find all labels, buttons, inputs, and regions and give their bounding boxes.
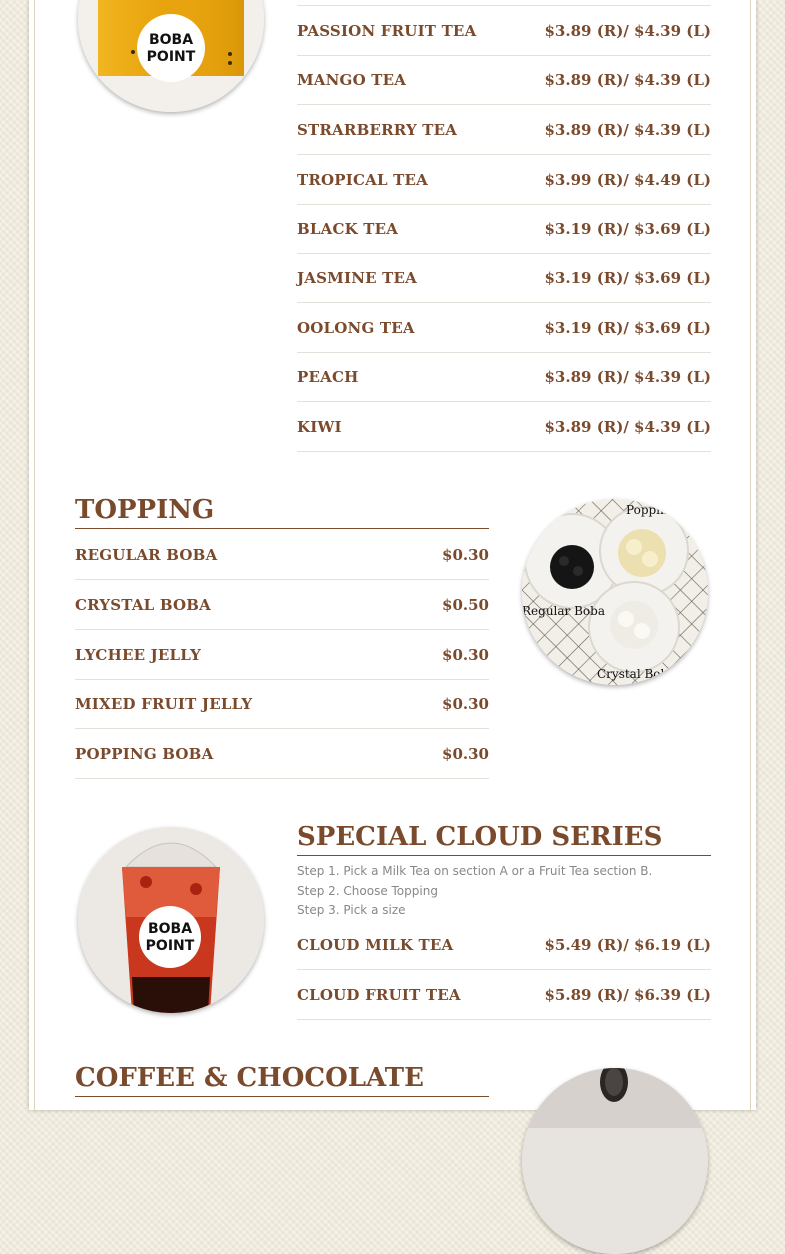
menu-item-price: $3.19 (R)/ $3.69 (L)	[544, 318, 711, 337]
menu-item-name: TROPICAL TEA	[297, 170, 428, 189]
menu-item-name: KIWI	[297, 417, 342, 436]
photo-label: Poppin	[626, 503, 668, 517]
menu-item-name: JASMINE TEA	[297, 268, 417, 287]
menu-item-price: $0.30	[442, 744, 489, 763]
menu-item-price: $0.50	[442, 595, 489, 614]
menu-item-price: $0.30	[442, 645, 489, 664]
step-text: Step 3. Pick a size	[297, 903, 406, 917]
menu-item-name: PASSION FRUIT TEA	[297, 21, 477, 40]
menu-item-name: PEACH	[297, 367, 359, 386]
menu-item-name: CRYSTAL BOBA	[75, 595, 211, 614]
menu-item-price: $3.19 (R)/ $3.69 (L)	[544, 268, 711, 287]
menu-item	[75, 679, 489, 729]
menu-item-price: $3.89 (R)/ $4.39 (L)	[544, 417, 711, 436]
step-text: Step 1. Pick a Milk Tea on section A or a Fruit Tea section B.	[297, 864, 653, 878]
cloud-steps	[297, 862, 652, 921]
topping-photo	[522, 499, 708, 685]
menu-item	[297, 970, 711, 1020]
menu-item-price: $3.19 (R)/ $3.69 (L)	[544, 219, 711, 238]
menu-item-name: LYCHEE JELLY	[75, 645, 202, 664]
menu-item	[297, 352, 711, 402]
menu-item	[297, 105, 711, 155]
menu-item	[297, 402, 711, 452]
brand-logo-text: BOBA	[148, 32, 194, 48]
section-title-coffee: COFFEE & CHOCOLATE	[75, 1062, 489, 1097]
menu-item-name: MIXED FRUIT JELLY	[75, 694, 253, 713]
menu-item	[75, 530, 489, 580]
menu-item	[297, 204, 711, 254]
photo-label: Crystal Bob	[597, 667, 669, 681]
menu-item-name: POPPING BOBA	[75, 744, 214, 763]
menu-item-name: CLOUD MILK TEA	[297, 935, 454, 954]
menu-item-price: $5.49 (R)/ $6.19 (L)	[544, 935, 711, 954]
menu-item-price: $0.30	[442, 694, 489, 713]
menu-item-price: $3.89 (R)/ $4.39 (L)	[544, 367, 711, 386]
coffee-photo	[522, 1068, 708, 1254]
menu-item-name: BLACK TEA	[297, 219, 399, 238]
menu-item-name: MANGO TEA	[297, 70, 407, 89]
menu-item-name: STRARBERRY TEA	[297, 120, 458, 139]
menu-item-price: $3.99 (R)/ $4.49 (L)	[544, 170, 711, 189]
photo-label: Regular Boba	[522, 604, 605, 618]
menu-item	[75, 729, 489, 779]
menu-item	[297, 920, 711, 970]
menu-item-name: OOLONG TEA	[297, 318, 415, 337]
menu-item	[75, 580, 489, 630]
menu-item	[297, 5, 711, 56]
brand-logo-text: POINT	[145, 938, 195, 954]
menu-item-name: REGULAR BOBA	[75, 545, 218, 564]
menu-item	[297, 303, 711, 353]
menu-item-name: CLOUD FRUIT TEA	[297, 985, 461, 1004]
menu-item	[75, 630, 489, 680]
menu-item-price: $3.89 (R)/ $4.39 (L)	[544, 70, 711, 89]
section-title-topping: TOPPING	[75, 494, 489, 529]
brand-logo-text: POINT	[146, 49, 196, 65]
menu-item	[297, 253, 711, 303]
menu-item-price: $0.30	[442, 545, 489, 564]
menu-item-price: $3.89 (R)/ $4.39 (L)	[544, 120, 711, 139]
brand-logo-text: BOBA	[147, 921, 193, 937]
menu-item-price: $5.89 (R)/ $6.39 (L)	[544, 985, 711, 1004]
menu-item-price: $3.89 (R)/ $4.39 (L)	[544, 21, 711, 40]
menu-item	[297, 55, 711, 105]
cloud-tea-photo	[78, 827, 264, 1013]
step-text: Step 2. Choose Topping	[297, 883, 438, 898]
section-title-cloud: SPECIAL CLOUD SERIES	[297, 821, 711, 856]
menu-item	[297, 155, 711, 205]
